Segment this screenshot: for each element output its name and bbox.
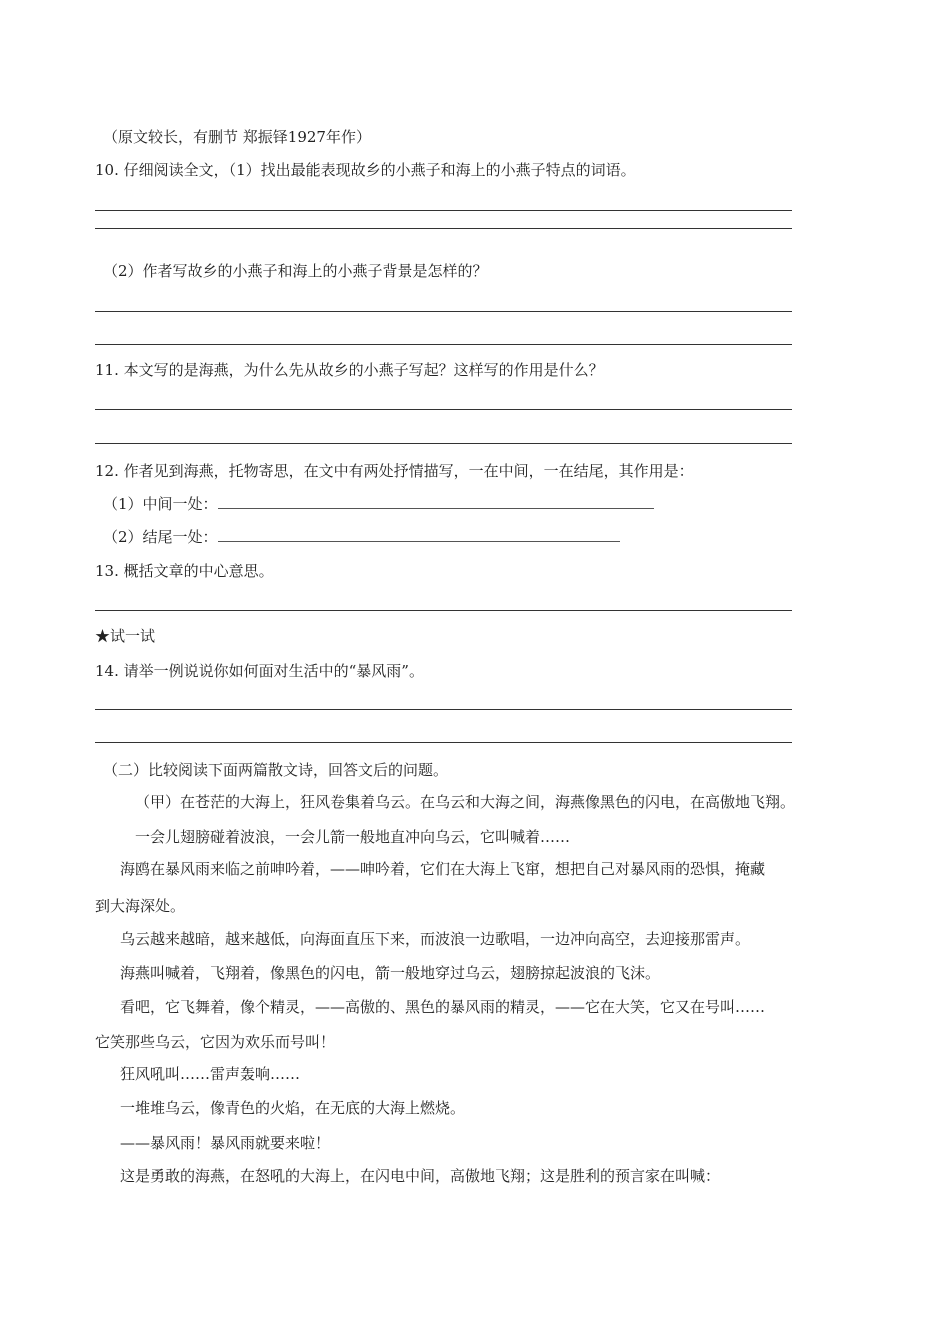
fill-in-blank[interactable] — [218, 494, 654, 509]
try-heading: ★试一试 — [95, 627, 156, 645]
question-10-part-2: （2）作者写故乡的小燕子和海上的小燕子背景是怎样的？ — [103, 262, 488, 280]
passage-line: 看吧，它飞舞着，像个精灵，——高傲的、黑色的暴风雨的精灵，——它在大笑，它又在号叫…… — [120, 998, 766, 1016]
passage-line: 它笑那些乌云，它因为欢乐而号叫！ — [95, 1033, 336, 1051]
passage-line: ——暴风雨！暴风雨就要来啦！ — [120, 1134, 331, 1152]
passage-line: 海燕叫喊着，飞翔着，像黑色的闪电，箭一般地穿过乌云，翅膀掠起波浪的飞沫。 — [120, 964, 661, 982]
question-10: 10. 仔细阅读全文，（1）找出最能表现故乡的小燕子和海上的小燕子特点的词语。 — [95, 161, 636, 179]
passage-line: 乌云越来越暗，越来越低，向海面直压下来，而波浪一边歌唱，一边冲向高空，去迎接那雷声。 — [120, 930, 751, 948]
answer-line[interactable] — [95, 409, 792, 410]
answer-line[interactable] — [95, 742, 792, 743]
passage-line: 海鸥在暴风雨来临之前呻吟着，——呻吟着，它们在大海上飞窜，想把自己对暴风雨的恐惧，掩藏 — [120, 860, 766, 878]
question-12-part-2 — [103, 527, 620, 547]
question-12: 12. 作者见到海燕，托物寄思，在文中有两处抒情描写，一在中间，一在结尾，其作用是： — [95, 462, 694, 480]
passage-line: （甲）在苍茫的大海上，狂风卷集着乌云。在乌云和大海之间，海燕像黑色的闪电，在高傲地飞翔。 — [135, 793, 796, 811]
question-14: 14. 请举一例说说你如何面对生活中的“暴风雨”。 — [95, 662, 424, 680]
answer-line[interactable] — [95, 210, 792, 211]
question-12-part-1 — [103, 494, 654, 514]
answer-line[interactable] — [95, 228, 792, 229]
passage-line: 这是勇敢的海燕，在怒吼的大海上，在闪电中间，高傲地飞翔；这是胜利的预言家在叫喊： — [120, 1167, 721, 1185]
answer-line[interactable] — [95, 311, 792, 312]
passage-line: 一堆堆乌云，像青色的火焰，在无底的大海上燃烧。 — [120, 1099, 466, 1117]
passage-line: 一会儿翅膀碰着波浪，一会儿箭一般地直冲向乌云，它叫喊着…… — [135, 828, 571, 846]
question-11: 11. 本文写的是海燕，为什么先从故乡的小燕子写起？这样写的作用是什么？ — [95, 361, 604, 379]
question-13: 13. 概括文章的中心意思。 — [95, 562, 274, 580]
passage-line: 到大海深处。 — [95, 897, 186, 915]
fill-in-blank[interactable] — [218, 527, 620, 542]
passage-line: 狂风吼叫……雷声轰响…… — [120, 1065, 301, 1083]
answer-line[interactable] — [95, 443, 792, 444]
answer-line[interactable] — [95, 344, 792, 345]
source-note: （原文较长，有删节 郑振铎1927年作） — [103, 128, 371, 146]
question-12-part-1-label: （1）中间一处： — [103, 495, 218, 513]
answer-line[interactable] — [95, 709, 792, 710]
question-12-part-2-label: （2）结尾一处： — [103, 528, 218, 546]
section-2-heading: （二）比较阅读下面两篇散文诗，回答文后的问题。 — [103, 761, 449, 779]
answer-line[interactable] — [95, 610, 792, 611]
